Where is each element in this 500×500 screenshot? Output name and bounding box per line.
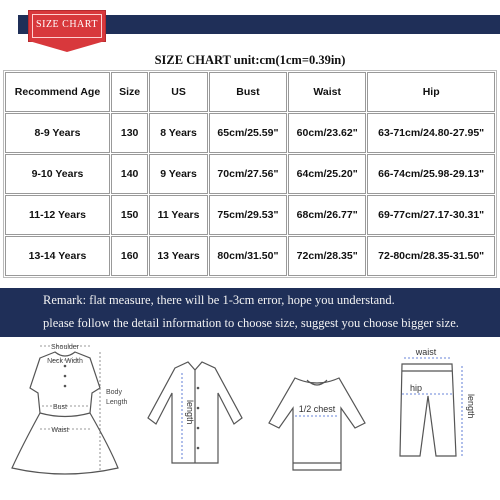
cell-bust: 70cm/27.56" <box>209 154 287 194</box>
pants-hip-label: hip <box>410 383 423 393</box>
table-header-row <box>5 72 495 112</box>
waist-label: Waist <box>51 427 69 434</box>
chest-label: 1/2 chest <box>298 404 336 414</box>
cell-age: 11-12 Years <box>5 195 110 235</box>
chart-title: SIZE CHART unit:cm(1cm=0.39in) <box>154 53 346 67</box>
header-age: Recommend Age <box>5 72 110 112</box>
pants-diagram <box>380 338 500 500</box>
cell-hip: 66-74cm/25.98-29.13" <box>367 154 495 194</box>
remark-line-1: Remark: flat measure, there will be 1-3cm error, hope you understand. <box>43 293 395 307</box>
cell-size: 150 <box>111 195 148 235</box>
body-length-label-2: Length <box>106 399 128 406</box>
dress-waist-seam <box>40 413 90 417</box>
tee-outline <box>269 378 365 470</box>
cell-age: 8-9 Years <box>5 113 110 153</box>
dress-diagram <box>0 338 140 500</box>
neck-width-label: Neck Width <box>47 358 83 365</box>
cell-waist: 72cm/28.35" <box>288 236 366 276</box>
cell-waist: 68cm/26.77" <box>288 195 366 235</box>
bust-label: Bust <box>52 404 68 411</box>
cell-hip: 63-71cm/24.80-27.95" <box>367 113 495 153</box>
header-bust: Bust <box>209 72 287 112</box>
cell-bust: 65cm/25.59" <box>209 113 287 153</box>
pants-waist-label: waist <box>415 347 437 357</box>
cell-size: 160 <box>111 236 148 276</box>
table-row <box>5 195 495 235</box>
cell-age: 9-10 Years <box>5 154 110 194</box>
cell-size: 140 <box>111 154 148 194</box>
tee-diagram <box>255 338 380 500</box>
header-hip: Hip <box>367 72 495 112</box>
table-row <box>5 113 495 153</box>
cell-waist: 60cm/23.62" <box>288 113 366 153</box>
table-row <box>5 154 495 194</box>
shirt-diagram <box>140 338 250 500</box>
header-us: US <box>149 72 208 112</box>
header-size: Size <box>111 72 148 112</box>
cell-hip: 72-80cm/28.35-31.50" <box>367 236 495 276</box>
table-row <box>5 236 495 276</box>
cell-bust: 75cm/29.53" <box>209 195 287 235</box>
shoulder-label: Shoulder <box>50 344 80 351</box>
cell-us: 13 Years <box>149 236 208 276</box>
shirt-length-label: length <box>185 400 195 425</box>
header-waist: Waist <box>288 72 366 112</box>
remark-line-2: please follow the detail information to choose size, suggest you choose bigger size. <box>43 316 459 330</box>
cell-us: 9 Years <box>149 154 208 194</box>
pants-outline <box>400 364 456 456</box>
cell-us: 8 Years <box>149 113 208 153</box>
pants-length-label: length <box>466 394 476 419</box>
body-length-label-1: Body <box>106 389 122 396</box>
cell-hip: 69-77cm/27.17-30.31" <box>367 195 495 235</box>
size-chart-badge <box>28 10 106 42</box>
cell-waist: 64cm/25.20" <box>288 154 366 194</box>
cell-size: 130 <box>111 113 148 153</box>
remark-banner <box>0 288 500 337</box>
badge-label: SIZE CHART <box>36 19 98 30</box>
dress-outline <box>12 352 118 474</box>
cell-bust: 80cm/31.50" <box>209 236 287 276</box>
cell-us: 11 Years <box>149 195 208 235</box>
size-table <box>3 70 497 278</box>
cell-age: 13-14 Years <box>5 236 110 276</box>
